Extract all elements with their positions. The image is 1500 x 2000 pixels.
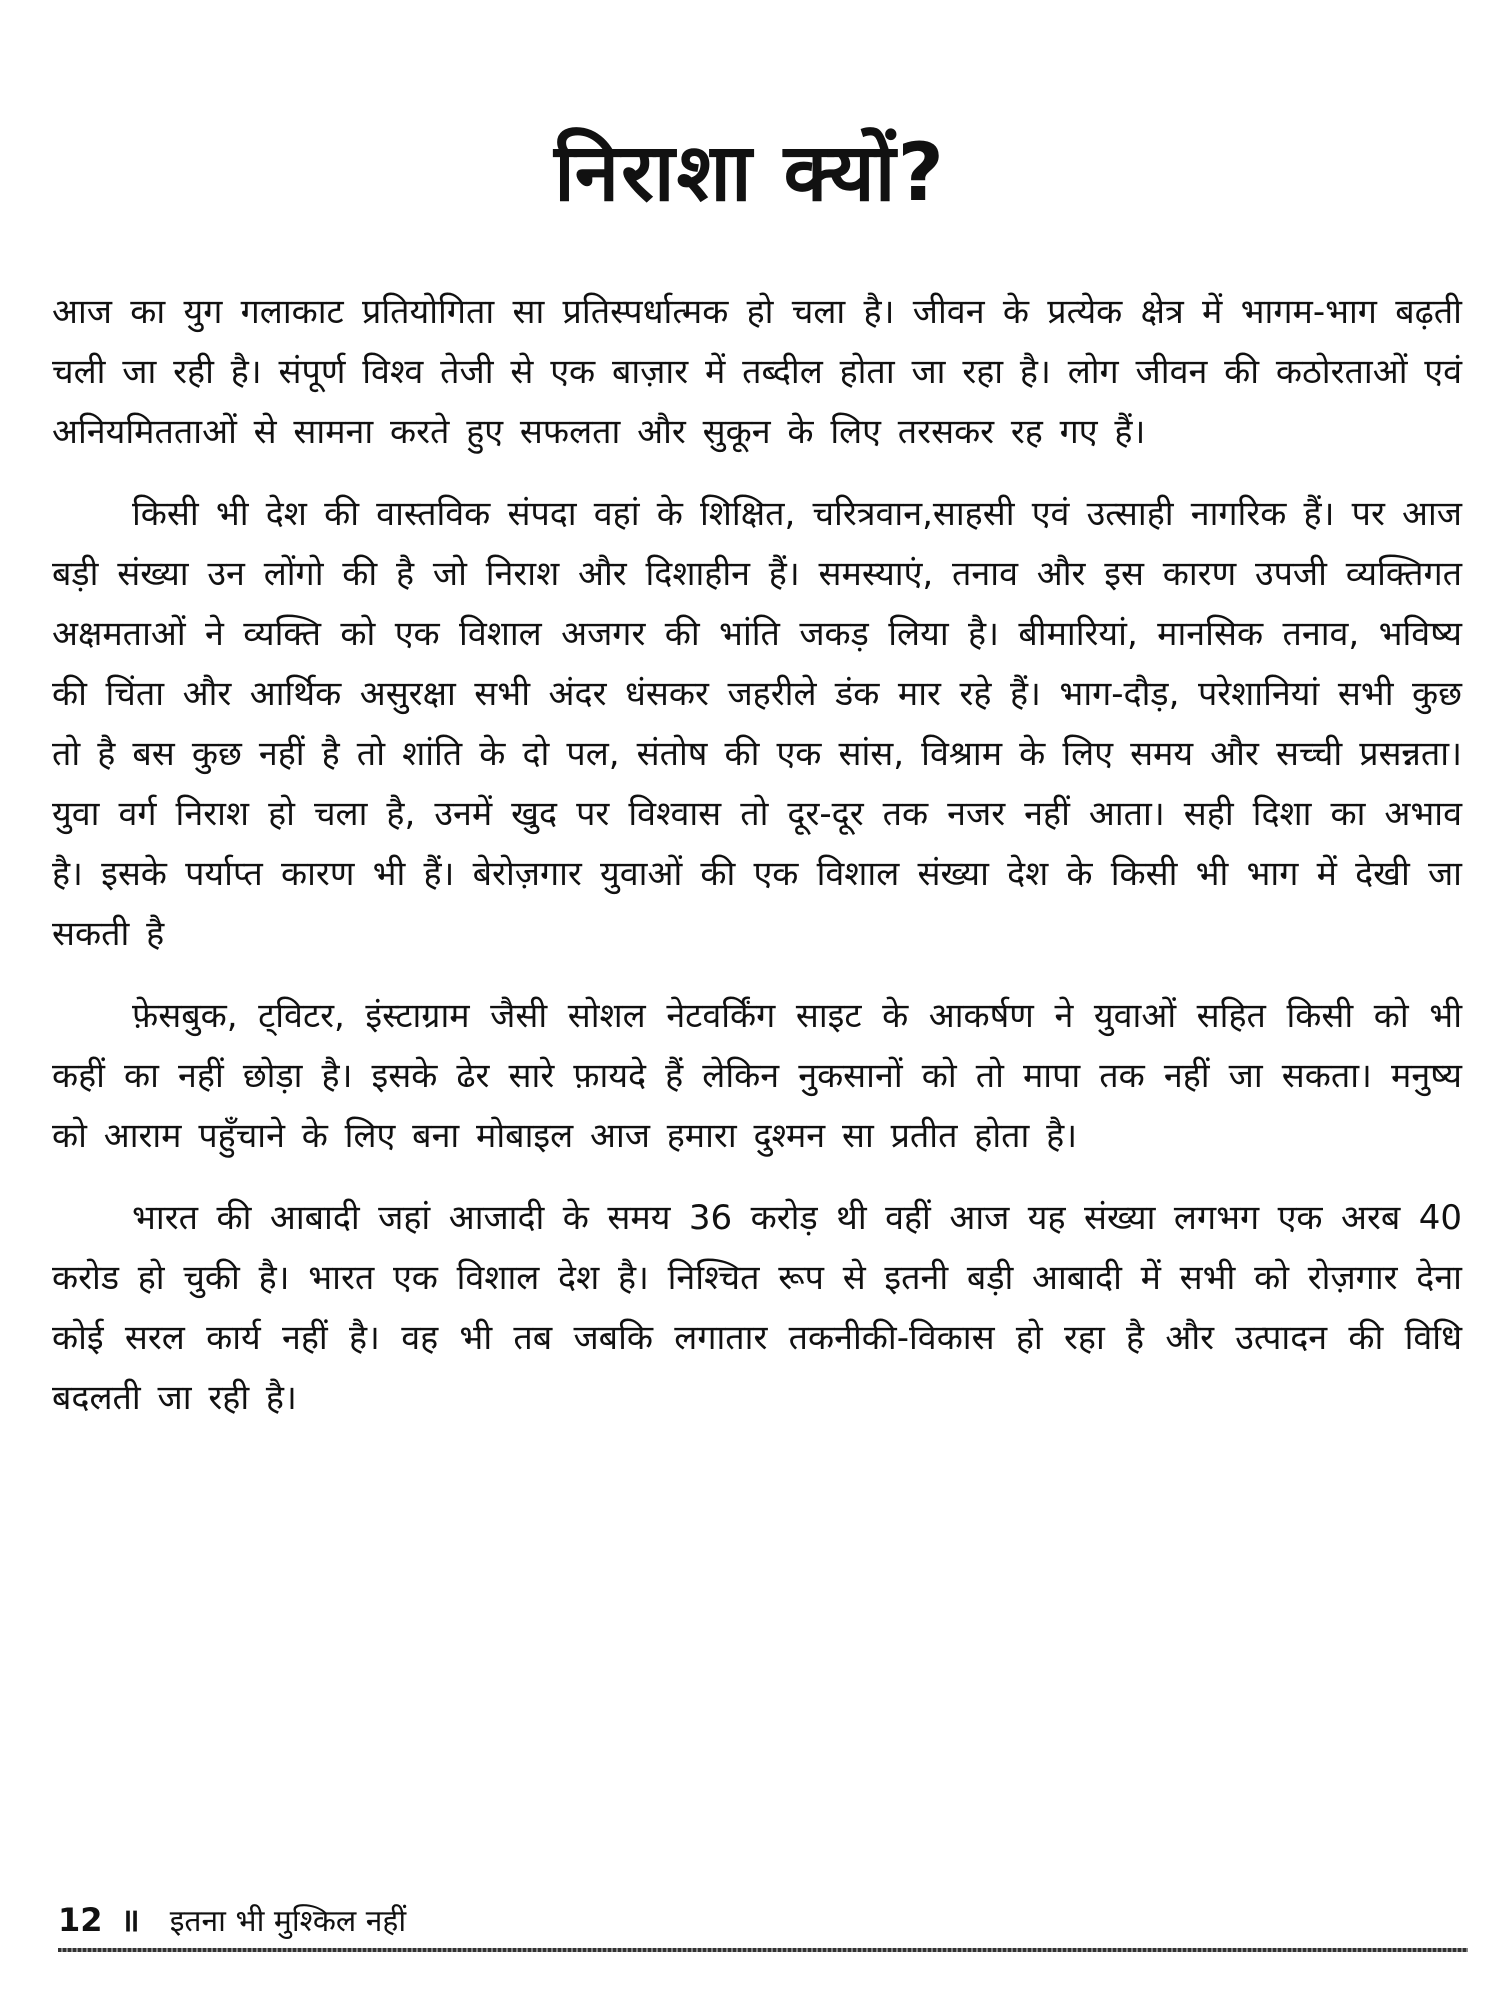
paragraph-2: किसी भी देश की वास्तविक संपदा वहां के शिक्षित, चरित्रवान,साहसी एवं उत्साही नागरिक हैं। पर आज बड़ी संख्या उन लोंगो की है जो निराश और दिशाहीन हैं। समस्याएं, तनाव और इस कारण उपजी व्यक्तिगत अक्षमताओं ने व्यक्ति को एक विशाल अजगर की भांति जकड़ लिया है। बीमारियां, मानसिक तनाव, भविष्य की चिंता और आर्थिक असुरक्षा सभी अंदर धंसकर जहरीले डंक मार रहे हैं। भाग-दौड़, परेशानियां सभी कुछ तो है बस कुछ नहीं है तो शांति के दो पल, संतोष की एक सांस, विश्राम के लिए समय और सच्ची प्रसन्नता। युवा वर्ग निराश हो चला है, उनमें खुद पर विश्वास तो दूर-दूर तक नजर नहीं आता। सही दिशा का अभाव है। इसके पर्याप्त कारण भी हैं। बेरोज़गार युवाओं की एक विशाल संख्या देश के किसी भी भाग में देखी जा सकती है <box>52 494 1462 954</box>
footer-line <box>58 1900 1468 1942</box>
footer-rule <box>58 1948 1468 1952</box>
chapter-title: निराशा क्यों? <box>554 126 946 219</box>
paragraph-3: फ़ेसबुक, ट्विटर, इंस्टाग्राम जैसी सोशल नेटवर्किंग साइट के आकर्षण ने युवाओं सहित किसी को भी कहीं का नहीं छोड़ा है। इसके ढेर सारे फ़ायदे हैं लेकिन नुकसानों को तो मापा तक नहीं जा सकता। मनुष्य को आराम पहुँचाने के लिए बना मोबाइल आज हमारा दुश्मन सा प्रतीत होता है। <box>52 996 1462 1156</box>
paragraph-1: आज का युग गलाकाट प्रतियोगिता सा प्रतिस्पर्धात्मक हो चला है। जीवन के प्रत्येक क्षेत्र में भागम-भाग बढ़ती चली जा रही है। संपूर्ण विश्व तेजी से एक बाज़ार में तब्दील होता जा रहा है। लोग जीवन की कठोरताओं एवं अनियमितताओं से सामना करते हुए सफलता और सुकून के लिए तरसकर रह गए हैं। <box>52 292 1462 452</box>
page-number: 12 <box>58 1901 103 1939</box>
footer-separator: ॥ <box>120 1901 140 1939</box>
running-book-title: इतना भी मुश्किल नहीं <box>169 1904 407 1939</box>
chapter-body <box>52 282 1462 1450</box>
paragraph-4: भारत की आबादी जहां आजादी के समय 36 करोड़ थी वहीं आज यह संख्या लगभग एक अरब 40 करोड हो चुकी है। भारत एक विशाल देश है। निश्चित रूप से इतनी बड़ी आबादी में सभी को रोज़गार देना कोई सरल कार्य नहीं है। वह भी तब जबकि लगातार तकनीकी-विकास हो रहा है और उत्पादन की विधि बदलती जा रही है। <box>52 1198 1462 1418</box>
page-footer <box>58 1900 1468 1960</box>
